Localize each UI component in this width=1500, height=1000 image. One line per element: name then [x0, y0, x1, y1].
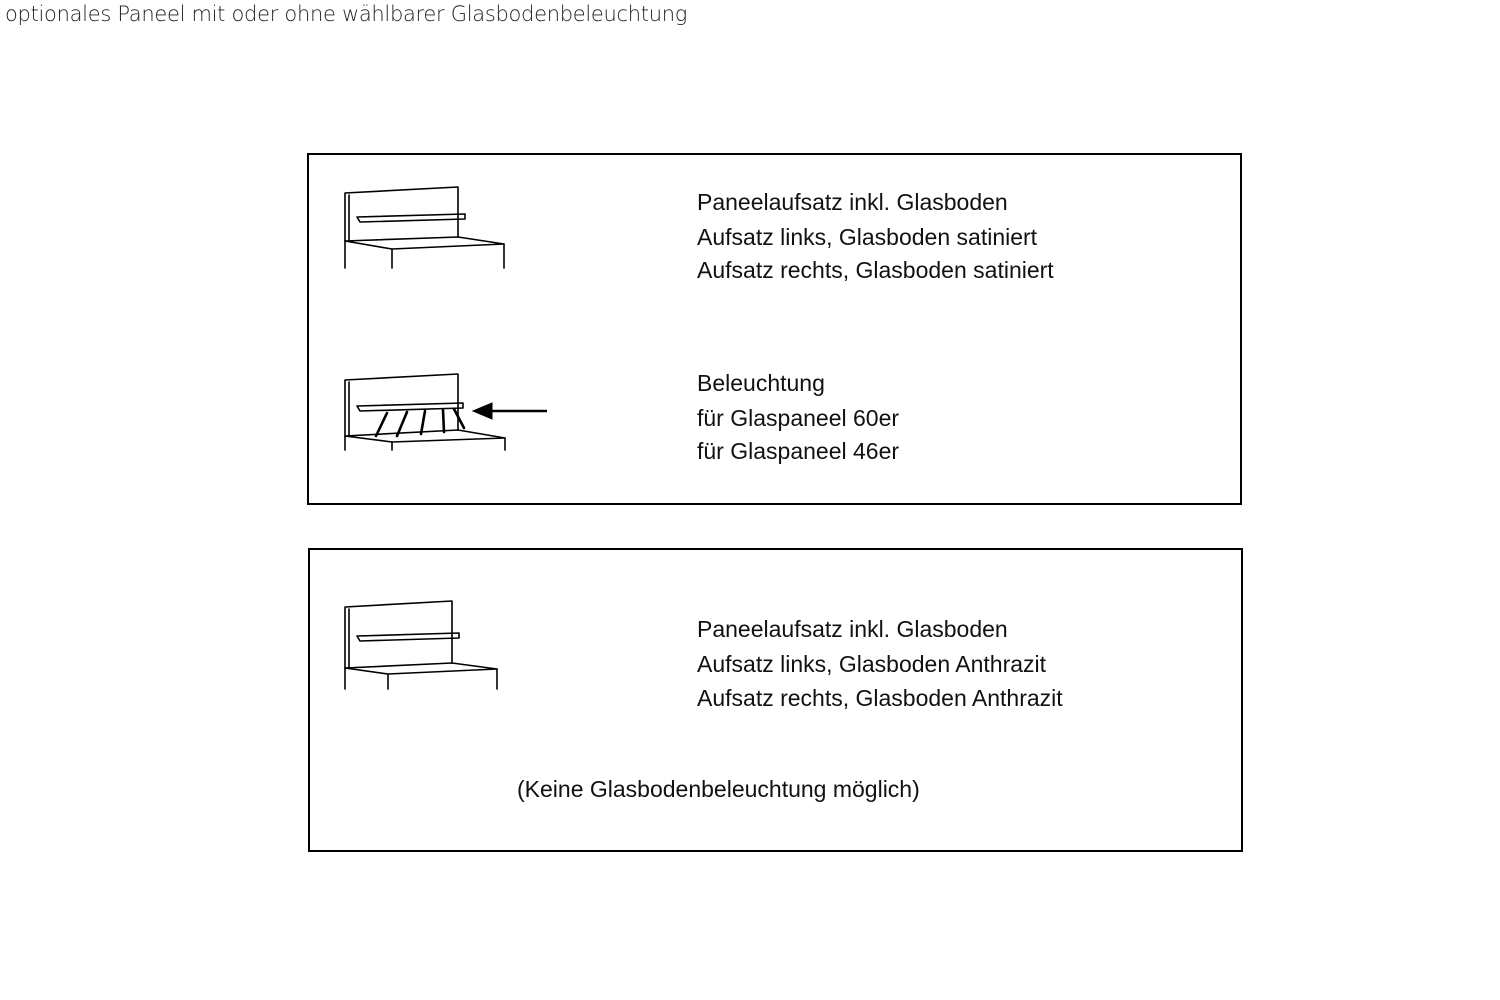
lighting-line-60: für Glaspaneel 60er — [697, 404, 900, 431]
panel-with-glass-shelf-icon — [340, 183, 510, 273]
panel-with-glass-shelf-icon — [340, 597, 505, 692]
panel-line-left: Aufsatz links, Glasboden satiniert — [697, 223, 1038, 250]
panel-description-anthrazit — [697, 612, 1063, 716]
panel-line-left: Aufsatz links, Glasboden Anthrazit — [697, 650, 1047, 677]
lighting-line-title: Beleuchtung — [697, 370, 825, 396]
panel-line-title: Paneelaufsatz inkl. Glasboden — [697, 189, 1008, 215]
panel-line-right: Aufsatz rechts, Glasboden Anthrazit — [697, 685, 1063, 711]
panel-line-title: Paneelaufsatz inkl. Glasboden — [697, 616, 1008, 642]
lighting-description — [697, 366, 899, 469]
lighting-line-46: für Glaspaneel 46er — [697, 438, 900, 464]
panel-line-right: Aufsatz rechts, Glasboden satiniert — [697, 257, 1054, 283]
page-title: optionales Paneel mit oder ohne wählbarer Glasbodenbeleuchtung — [5, 2, 688, 26]
no-lighting-note: (Keine Glasbodenbeleuchtung möglich) — [517, 776, 920, 802]
panel-with-lit-glass-shelf-icon — [340, 370, 555, 455]
panel-description-satiniert — [697, 185, 1054, 288]
